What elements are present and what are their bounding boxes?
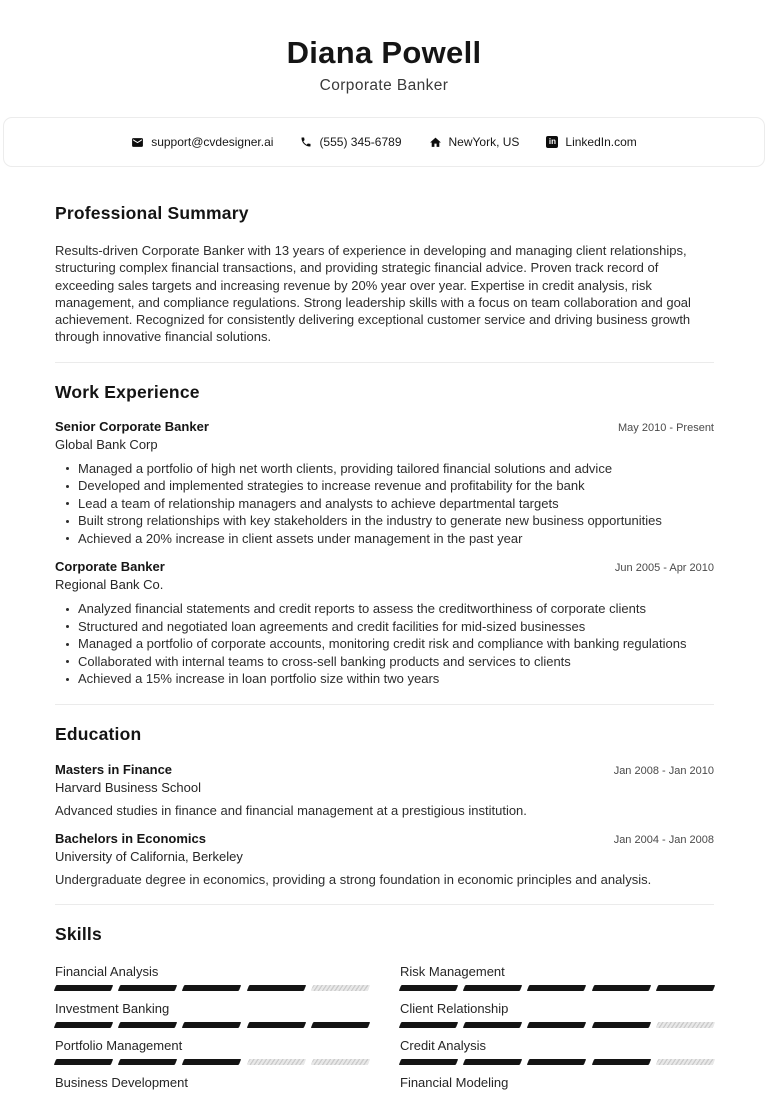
- job-company: Regional Bank Co.: [55, 577, 164, 593]
- skills-section: [55, 925, 714, 1091]
- bullet-item: [78, 512, 714, 530]
- bullet-text: Achieved a 15% increase in loan portfolio size within two years: [78, 671, 440, 687]
- contact-email-text: support@cvdesigner.ai: [151, 135, 274, 149]
- section-divider: [55, 362, 714, 363]
- skill-segment-filled: [399, 1059, 459, 1065]
- bullet-text: Lead a team of relationship managers and analysts to achieve departmental targets: [78, 495, 559, 511]
- skill-name: Investment Banking: [55, 1000, 170, 1016]
- skill-segment-filled: [118, 985, 178, 991]
- education-dates: Jan 2004 - Jan 2008: [613, 833, 714, 846]
- contact-email: [131, 135, 273, 149]
- job-role: Corporate Banker: [55, 559, 165, 575]
- skill-name: Client Relationship: [400, 1000, 509, 1016]
- bullet-text: Managed a portfolio of high net worth clients, providing tailored financial solutions and advice: [78, 460, 613, 476]
- bullet-item: [78, 635, 714, 653]
- bullet-dot-icon: [66, 520, 69, 523]
- contact-linkedin-text: LinkedIn.com: [565, 135, 637, 149]
- school-name: University of California, Berkeley: [55, 848, 243, 864]
- skill-segment-filled: [118, 1022, 178, 1028]
- skill-segment-filled: [527, 1059, 587, 1065]
- skill-segment-filled: [527, 1022, 587, 1028]
- skill-segment-filled: [656, 985, 716, 991]
- skill-item: [55, 1000, 369, 1028]
- skill-level-bar: [400, 1022, 714, 1028]
- contact-phone: [300, 135, 401, 149]
- bullet-text: Achieved a 20% increase in client assets under management in the past year: [78, 530, 523, 546]
- bullet-dot-icon: [66, 502, 69, 505]
- education-entry: [55, 831, 714, 888]
- summary-section: [55, 204, 714, 346]
- skill-segment-filled: [591, 1059, 651, 1065]
- skill-segment-filled: [591, 985, 651, 991]
- mail-icon: [131, 136, 144, 149]
- education-description: Advanced studies in finance and financial management at a prestigious institution.: [55, 802, 527, 818]
- job-entry: [55, 559, 714, 688]
- work-section-title: Work Experience: [55, 381, 200, 402]
- bullet-item: [78, 460, 714, 478]
- bullet-item: [78, 670, 714, 688]
- skill-item: [55, 1074, 369, 1091]
- bullet-text: Managed a portfolio of corporate accounts, monitoring credit risk and compliance with banking regulations: [78, 636, 687, 652]
- jobs-list: [55, 419, 714, 688]
- bullet-item: [78, 618, 714, 636]
- bullet-dot-icon: [66, 625, 69, 628]
- degree-title: Masters in Finance: [55, 761, 173, 777]
- bullet-dot-icon: [66, 467, 69, 470]
- bullet-item: [78, 495, 714, 513]
- skill-segment-filled: [463, 1059, 523, 1065]
- summary-text: Results-driven Corporate Banker with 13 years of experience in developing and managing client relationships, structuring complex financial transactions, and providing strategic financial advice. Proven track record of exceeding sales targets and increasing revenue by 20% year over year. Expertise in credit analysis, risk management, and compliance regulations. Strong leadership skills with a focus on team collaboration and goal achievement. Recognized for consistently delivering exceptional customer service and driving business growth through innovative financial solutions.: [55, 243, 691, 345]
- skill-segment-filled: [463, 1022, 523, 1028]
- skill-segment-filled: [246, 1022, 306, 1028]
- skill-segment-filled: [54, 1022, 114, 1028]
- work-experience-section: [55, 383, 714, 688]
- skill-level-bar: [400, 985, 714, 991]
- skill-level-bar: [55, 1059, 369, 1065]
- skill-segment-filled: [399, 985, 459, 991]
- skill-segment-filled: [591, 1022, 651, 1028]
- skill-segment-empty: [311, 985, 371, 991]
- skill-segment-filled: [463, 985, 523, 991]
- skill-segment-filled: [182, 1059, 242, 1065]
- bullet-dot-icon: [66, 643, 69, 646]
- job-dates: Jun 2005 - Apr 2010: [614, 562, 714, 575]
- bullet-dot-icon: [66, 537, 69, 540]
- skill-level-bar: [400, 1059, 714, 1065]
- skill-segment-filled: [182, 985, 242, 991]
- contact-bar: [3, 117, 765, 167]
- bullet-dot-icon: [66, 678, 69, 681]
- resume-page: [0, 36, 768, 1114]
- skill-name: Financial Analysis: [55, 963, 159, 979]
- skill-segment-filled: [118, 1059, 178, 1065]
- bullet-text: Structured and negotiated loan agreements and credit facilities for mid-sized businesses: [78, 618, 586, 634]
- education-section-title: Education: [55, 723, 142, 744]
- job-role: Senior Corporate Banker: [55, 418, 209, 434]
- contact-location: [429, 135, 520, 149]
- contact-phone-text: (555) 345-6789: [319, 135, 402, 149]
- skill-segment-empty: [311, 1059, 371, 1065]
- school-name: Harvard Business School: [55, 779, 201, 795]
- education-section: [55, 725, 714, 888]
- bullet-text: Developed and implemented strategies to increase revenue and profitability for the bank: [78, 478, 585, 494]
- skill-segment-filled: [311, 1022, 371, 1028]
- degree-title: Bachelors in Economics: [55, 830, 206, 846]
- bullet-text: Collaborated with internal teams to cross-sell banking products and services to clients: [78, 653, 571, 669]
- bullet-text: Analyzed financial statements and credit reports to assess the creditworthiness of corporate clients: [78, 601, 646, 617]
- education-entry: [55, 762, 714, 819]
- section-divider: [55, 704, 714, 705]
- home-icon: [429, 136, 442, 149]
- bullet-item: [78, 530, 714, 548]
- skill-segment-filled: [54, 1059, 114, 1065]
- bullet-dot-icon: [66, 485, 69, 488]
- skill-item: [400, 1037, 714, 1065]
- skill-segment-filled: [182, 1022, 242, 1028]
- job-dates: May 2010 - Present: [618, 421, 714, 434]
- skill-name: Risk Management: [400, 963, 505, 979]
- skill-name: Financial Modeling: [400, 1074, 509, 1090]
- skill-segment-filled: [54, 985, 114, 991]
- phone-icon: [300, 136, 312, 148]
- bullet-item: [78, 653, 714, 671]
- bullet-dot-icon: [66, 608, 69, 611]
- resume-content: [0, 204, 768, 1091]
- bullet-dot-icon: [66, 660, 69, 663]
- section-divider: [55, 904, 714, 905]
- skill-segment-empty: [246, 1059, 306, 1065]
- skill-name: Credit Analysis: [400, 1037, 486, 1053]
- skill-name: Business Development: [55, 1074, 188, 1090]
- skill-segment-empty: [656, 1059, 716, 1065]
- education-list: [55, 762, 714, 888]
- skill-name: Portfolio Management: [55, 1037, 183, 1053]
- skill-item: [55, 1037, 369, 1065]
- job-entry: [55, 419, 714, 548]
- summary-section-title: Professional Summary: [55, 203, 249, 223]
- job-bullets: [55, 460, 714, 548]
- job-bullets: [55, 600, 714, 688]
- linkedin-icon: in: [546, 136, 558, 148]
- skill-level-bar: [55, 985, 369, 991]
- skills-section-title: Skills: [55, 923, 102, 944]
- bullet-item: [78, 600, 714, 618]
- skill-item: [400, 963, 714, 991]
- contact-linkedin: [546, 135, 636, 149]
- job-company: Global Bank Corp: [55, 436, 158, 452]
- skill-item: [400, 1000, 714, 1028]
- candidate-job-title: Corporate Banker: [319, 77, 449, 94]
- skill-item: [55, 963, 369, 991]
- education-dates: Jan 2008 - Jan 2010: [613, 764, 714, 777]
- skill-segment-empty: [656, 1022, 716, 1028]
- skill-segment-filled: [399, 1022, 459, 1028]
- candidate-name: Diana Powell: [286, 35, 482, 70]
- skill-level-bar: [55, 1022, 369, 1028]
- skill-segment-filled: [527, 985, 587, 991]
- skill-item: [400, 1074, 714, 1091]
- skill-segment-filled: [246, 985, 306, 991]
- education-description: Undergraduate degree in economics, providing a strong foundation in economic principles and analysis.: [55, 871, 652, 887]
- contact-location-text: NewYork, US: [448, 135, 520, 149]
- skills-grid: [55, 954, 714, 1091]
- bullet-text: Built strong relationships with key stakeholders in the industry to generate new business opportunities: [78, 513, 662, 529]
- bullet-item: [78, 477, 714, 495]
